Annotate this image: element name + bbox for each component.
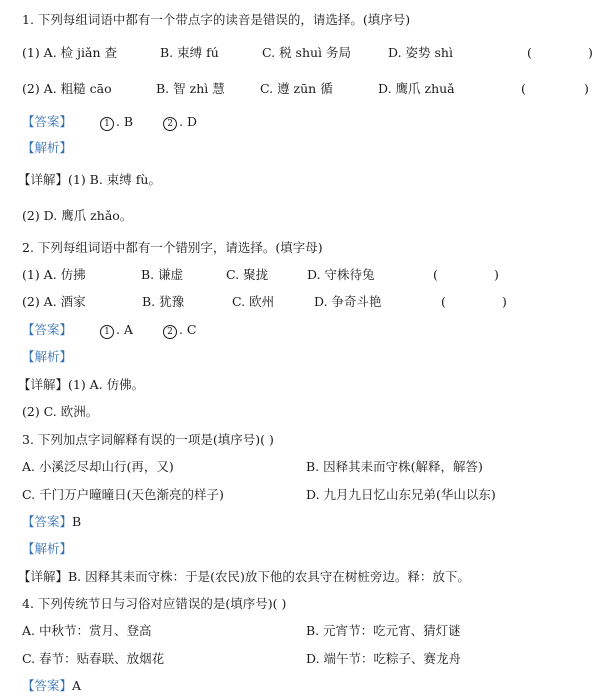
q2-answer-2: . C xyxy=(178,322,197,337)
q2-r2-paren-close: ) xyxy=(502,294,507,309)
q2-r1-option-c: C. 聚拢 xyxy=(226,267,269,282)
q2-r1-option-b: B. 谦虚 xyxy=(141,267,184,282)
q4-option-d: D. 端午节：吃粽子、赛龙舟 xyxy=(306,651,462,666)
q1-answer-1: . B xyxy=(115,114,134,129)
q1-r2-option-b: B. 智 zhì 慧 xyxy=(156,81,225,96)
q2-r1-paren-open: ( xyxy=(433,267,438,282)
q2-answer-1-number: 1 xyxy=(100,325,114,339)
q4-option-a: A. 中秋节：赏月、登高 xyxy=(22,623,152,638)
q2-r1-paren-close: ) xyxy=(494,267,499,282)
q1-r2-option-c: C. 遵 zūn 循 xyxy=(260,81,333,96)
q1-r2-option-d: D. 鹰爪 zhuǎ xyxy=(378,81,455,96)
q2-answer-line xyxy=(22,322,196,339)
q1-analysis-label: 【解析】 xyxy=(22,140,73,155)
q1-detail-1: 【详解】(1) B. 束缚 fù。 xyxy=(18,172,161,187)
q2-detail-1: 【详解】(1) A. 仿佛。 xyxy=(18,377,145,392)
q3-analysis-label: 【解析】 xyxy=(22,541,73,556)
q1-r2-option-a: (2) A. 粗糙 cāo xyxy=(22,81,112,96)
q2-r2-paren-open: ( xyxy=(441,294,446,309)
q1-r1-option-d: D. 姿势 shì xyxy=(388,45,453,60)
q2-r2-option-a: (2) A. 酒家 xyxy=(22,294,86,309)
q4-option-b: B. 元宵节：吃元宵、猜灯谜 xyxy=(306,623,461,638)
q2-options-row-2 xyxy=(0,294,609,310)
q1-answer-2: . D xyxy=(179,114,198,129)
q1-answer-line xyxy=(22,114,197,131)
q3-option-a: A. 小溪泛尽却山行(再，又) xyxy=(22,459,174,474)
q1-stem: 1. 下列每组词语中都有一个带点字的读音是错误的，请选择。(填序号) xyxy=(22,12,411,27)
q4-answer-label: 【答案】 xyxy=(22,678,73,693)
q3-answer: B xyxy=(72,514,82,529)
q3-detail: 【详解】B. 因释其耒而守株：于是(农民)放下他的农具守在树桩旁边。释：放下。 xyxy=(18,569,470,584)
q2-detail-2: (2) C. 欧洲。 xyxy=(22,404,99,419)
q1-answer-2-number: 2 xyxy=(163,117,177,131)
q1-detail-2: (2) D. 鹰爪 zhǎo。 xyxy=(22,208,133,223)
q4-answer: A xyxy=(72,678,82,693)
q3-option-d: D. 九月九日忆山东兄弟(华山以东) xyxy=(306,487,496,502)
q1-r1-option-c: C. 税 shuì 务局 xyxy=(262,45,352,60)
q2-answer-1: . A xyxy=(115,322,133,337)
q2-answer-2-number: 2 xyxy=(163,325,177,339)
q1-r2-paren-close: ) xyxy=(584,81,589,96)
q4-answer-line xyxy=(22,678,81,694)
q2-r2-option-c: C. 欧州 xyxy=(232,294,275,309)
q3-answer-line xyxy=(22,514,81,530)
q3-option-b: B. 因释其耒而守株(解释，解答) xyxy=(306,459,483,474)
q1-answer-1-number: 1 xyxy=(100,117,114,131)
q2-r1-option-a: (1) A. 仿拂 xyxy=(22,267,86,282)
q1-answer-label: 【答案】 xyxy=(22,114,73,129)
q1-options-row-1 xyxy=(0,45,609,61)
q4-option-c: C. 春节：贴春联、放烟花 xyxy=(22,651,165,666)
q3-answer-label: 【答案】 xyxy=(22,514,73,529)
q2-options-row-1 xyxy=(0,267,609,283)
q1-r1-paren-open: ( xyxy=(527,45,532,60)
q2-stem: 2. 下列每组词语中都有一个错别字，请选择。(填字母) xyxy=(22,240,323,255)
q2-answer-label: 【答案】 xyxy=(22,322,73,337)
q1-r2-paren-open: ( xyxy=(521,81,526,96)
q1-options-row-2 xyxy=(0,81,609,97)
q1-r1-paren-close: ) xyxy=(588,45,593,60)
q1-r1-option-a: (1) A. 检 jiǎn 查 xyxy=(22,45,117,60)
q1-r1-option-b: B. 束缚 fú xyxy=(160,45,219,60)
q3-option-c: C. 千门万户曈曈日(天色渐亮的样子) xyxy=(22,487,224,502)
q2-r2-option-b: B. 犹豫 xyxy=(142,294,185,309)
q2-r1-option-d: D. 守株待兔 xyxy=(307,267,375,282)
q2-analysis-label: 【解析】 xyxy=(22,349,73,364)
q4-stem: 4. 下列传统节日与习俗对应错误的是(填序号)( ) xyxy=(22,596,287,611)
q2-r2-option-d: D. 争奇斗艳 xyxy=(314,294,382,309)
q3-stem: 3. 下列加点字词解释有误的一项是(填序号)( ) xyxy=(22,432,274,447)
